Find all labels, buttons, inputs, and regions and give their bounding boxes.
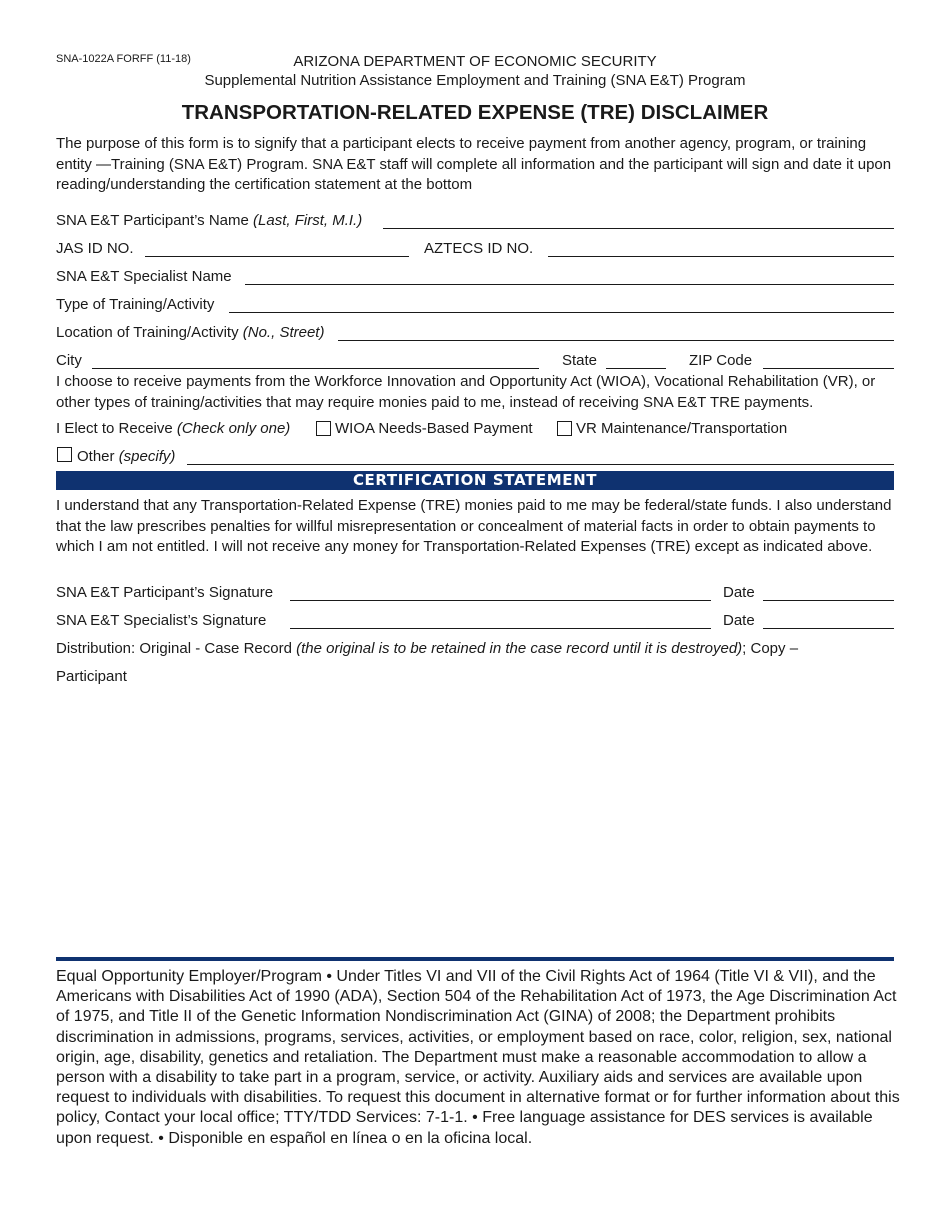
jas-id-field[interactable] bbox=[145, 256, 409, 257]
specialist-signature-label: SNA E&T Specialist’s Signature bbox=[56, 612, 267, 629]
participant-name-field[interactable] bbox=[383, 228, 894, 229]
zip-label: ZIP Code bbox=[689, 352, 753, 369]
training-type-label: Type of Training/Activity bbox=[56, 296, 215, 313]
aztecs-id-label: AZTECS ID NO. bbox=[424, 240, 534, 257]
training-type-field[interactable] bbox=[229, 312, 894, 313]
distribution-prefix: Distribution: Original - Case Record bbox=[56, 640, 292, 657]
other-row bbox=[56, 448, 894, 470]
wioa-option-label: WIOA Needs-Based Payment bbox=[335, 420, 533, 437]
vr-checkbox[interactable] bbox=[557, 421, 572, 436]
participant-date-label: Date bbox=[723, 584, 755, 601]
distribution-italic: (the original is to be retained in the case record until it is destroyed) bbox=[296, 640, 743, 657]
distribution-suffix: ; Copy – bbox=[742, 640, 799, 657]
specialist-name-row bbox=[56, 268, 894, 290]
wioa-checkbox[interactable] bbox=[316, 421, 331, 436]
distribution-line bbox=[56, 640, 901, 662]
distribution-participant: Participant bbox=[56, 668, 127, 685]
certification-heading: CERTIFICATION STATEMENT bbox=[352, 471, 598, 489]
state-field[interactable] bbox=[606, 368, 666, 369]
city-field[interactable] bbox=[92, 368, 539, 369]
participant-signature-field[interactable] bbox=[290, 600, 711, 601]
page-title: TRANSPORTATION-RELATED EXPENSE (TRE) DISCLAIMER bbox=[181, 101, 769, 124]
participant-signature-label: SNA E&T Participant’s Signature bbox=[56, 584, 274, 601]
distribution-line-2 bbox=[56, 668, 894, 690]
training-type-row bbox=[56, 296, 894, 318]
agency-name: ARIZONA DEPARTMENT OF ECONOMIC SECURITY bbox=[293, 53, 657, 70]
address-row bbox=[56, 352, 894, 374]
eeo-statement: Equal Opportunity Employer/Program • Under Titles VI and VII of the Civil Rights Act of 1964 (Title VI & VII), and the Americans with Disabilities Act of 1990 (ADA), Section 504 of the Rehabilitation Act of 1973, the Age Discrimination Act of 1975, and Title II of the Genetic Information Nondiscrimination Act (GINA) of 2008; the Department prohibits discrimination in admissions, programs, services, activities, or employment based on race, color, religion, sex, national origin, age, disability, genetics and retaliation. The Department must make a reasonable accommodation to allow a person with a disability to take part in a program, service, or activity. Auxiliary aids and services are available upon request to individuals with disabilities. To request this document in alternative format or for further information about this policy, Contact your local office; TTY/TDD Services: 7-1-1. • Free language assistance for DES services is available upon request. • Disponible en español en línea o en la oficina local. bbox=[56, 968, 900, 1147]
participant-signature-row bbox=[56, 584, 894, 606]
city-label: City bbox=[56, 352, 82, 369]
form-code: SNA-1022A FORFF (11-18) bbox=[56, 53, 191, 65]
specialist-date-field[interactable] bbox=[763, 628, 894, 629]
training-location-field[interactable] bbox=[338, 340, 894, 341]
specialist-name-field[interactable] bbox=[245, 284, 894, 285]
program-name: Supplemental Nutrition Assistance Employment and Training (SNA E&T) Program bbox=[204, 72, 746, 89]
specialist-name-label: SNA E&T Specialist Name bbox=[56, 268, 232, 285]
participant-date-field[interactable] bbox=[763, 600, 894, 601]
vr-option-label: VR Maintenance/Transportation bbox=[576, 420, 788, 437]
specialist-signature-row bbox=[56, 612, 894, 634]
aztecs-id-field[interactable] bbox=[548, 256, 894, 257]
state-label: State bbox=[562, 352, 598, 369]
training-location-label: Location of Training/Activity (No., Street) bbox=[56, 324, 325, 341]
other-checkbox[interactable] bbox=[57, 447, 72, 462]
other-specify-field[interactable] bbox=[187, 464, 894, 465]
certification-text: I understand that any Transportation-Related Expense (TRE) monies paid to me may be federal/state funds. I also understand that the law prescribes penalties for willful misrepresentation or concealment of material facts in order to obtain payments to which I am not entitled. I will not receive any money for Transportation-Related Expenses (TRE) except as indicated above. bbox=[56, 497, 892, 555]
specialist-date-label: Date bbox=[723, 612, 755, 629]
election-label: I Elect to Receive (Check only one) bbox=[56, 420, 291, 437]
election-row bbox=[56, 420, 894, 442]
jas-id-label: JAS ID NO. bbox=[56, 240, 134, 257]
choice-statement: I choose to receive payments from the Workforce Innovation and Opportunity Act (WIOA), Vocational Rehabilitation (VR), or other types of training/activities that may require monies paid to me, instead of receiving SNA E&T TRE payments. bbox=[56, 373, 876, 411]
other-option-label: Other (specify) bbox=[77, 448, 176, 465]
participant-name-label: SNA E&T Participant’s Name (Last, First, M.I.) bbox=[56, 212, 363, 229]
training-location-row bbox=[56, 324, 894, 346]
intro-paragraph: The purpose of this form is to signify that a participant elects to receive payment from another agency, program, or training entity —Training (SNA E&T) Program. SNA E&T staff will complete all information and the participant will sign and date it upon reading/understanding the certification statement at the bottom bbox=[56, 135, 892, 193]
footer-divider bbox=[56, 957, 894, 961]
participant-name-row bbox=[56, 212, 894, 234]
zip-field[interactable] bbox=[763, 368, 894, 369]
specialist-signature-field[interactable] bbox=[290, 628, 711, 629]
id-numbers-row bbox=[56, 240, 894, 262]
